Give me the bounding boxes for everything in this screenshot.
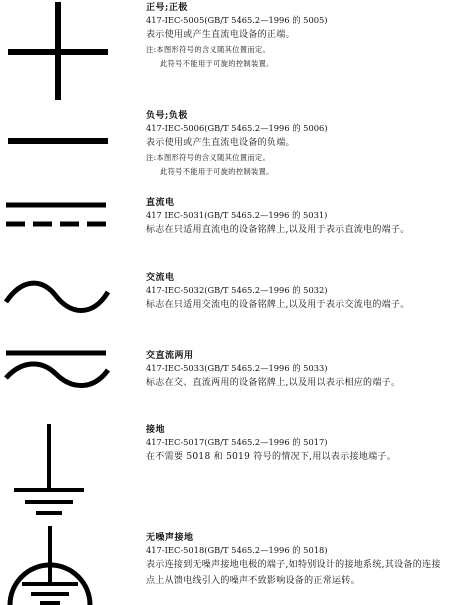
note-line-2: 此符号不能用于可旋的控制装置。 <box>160 167 274 176</box>
symbol-code: 417-IEC-5033(GB/T 5465.2—1996 的 5033) <box>146 363 328 373</box>
note-line-1: 注:本图形符号的含义随其位置而定。 <box>146 153 271 162</box>
symbol-name: 无噪声接地 <box>146 533 194 543</box>
symbol-entry-ac-dc <box>0 346 450 416</box>
symbol-name: 接地 <box>146 425 166 435</box>
symbol-description: 标志在只适用交流电的设备铭牌上,以及用于表示交流电的端子。 <box>146 300 410 310</box>
ac-dc-icon <box>0 346 120 390</box>
symbol-name: 正号;正极 <box>146 3 188 13</box>
symbol-code: 417-IEC-5006(GB/T 5465.2—1996 的 5006) <box>146 123 328 133</box>
symbol-code: 417-IEC-5017(GB/T 5465.2—1996 的 5017) <box>146 437 328 447</box>
direct-current-icon <box>0 196 120 236</box>
minus-icon <box>0 108 120 178</box>
symbol-description: 表示连接到无噪声接地电极的端子,如特别设计的接地系统,其设备的连接点上从馈电线引入的噪声不致影响设备的正常运转。 <box>146 560 441 586</box>
symbol-description: 在不需要 5018 和 5019 符号的情况下,用以表示接地端子。 <box>146 452 397 462</box>
symbol-description: 表示使用或产生直流电设备的正端。 <box>146 30 295 40</box>
symbol-description: 标志在只适用直流电的设备铭牌上,以及用于表示直流电的端子。 <box>146 225 410 235</box>
symbol-name: 直流电 <box>146 198 175 208</box>
symbol-entry-negative <box>0 108 450 194</box>
symbol-entry-earth <box>0 424 450 524</box>
noiseless-earth-icon <box>0 526 120 605</box>
symbol-code: 417-IEC-5032(GB/T 5465.2—1996 的 5032) <box>146 285 328 295</box>
symbol-entry-positive <box>0 0 450 100</box>
symbol-code: 417 IEC-5031(GB/T 5465.2—1996 的 5031) <box>146 210 328 220</box>
alternating-current-icon <box>0 272 120 322</box>
symbol-code: 417-IEC-5018(GB/T 5465.2—1996 的 5018) <box>146 545 328 555</box>
plus-icon <box>0 0 120 100</box>
symbol-note <box>146 43 446 71</box>
symbol-name: 交直流两用 <box>146 351 194 361</box>
earth-ground-icon <box>0 424 120 520</box>
symbol-description: 标志在交、直流两用的设备铭牌上,以及用以表示相应的端子。 <box>146 378 401 388</box>
note-line-2: 此符号不能用于可旋的控制装置。 <box>160 59 274 68</box>
note-line-1: 注:本图形符号的含义随其位置而定。 <box>146 45 271 54</box>
symbol-entry-ac <box>0 272 450 342</box>
symbol-entry-noiseless-earth <box>0 526 450 605</box>
symbol-entry-dc <box>0 196 450 262</box>
symbol-description: 表示使用或产生直流电设备的负端。 <box>146 138 295 148</box>
symbol-note <box>146 151 446 179</box>
symbol-name: 负号;负极 <box>146 111 188 121</box>
symbol-name: 交流电 <box>146 273 175 283</box>
symbol-code: 417-IEC-5005(GB/T 5465.2—1996 的 5005) <box>146 15 328 25</box>
